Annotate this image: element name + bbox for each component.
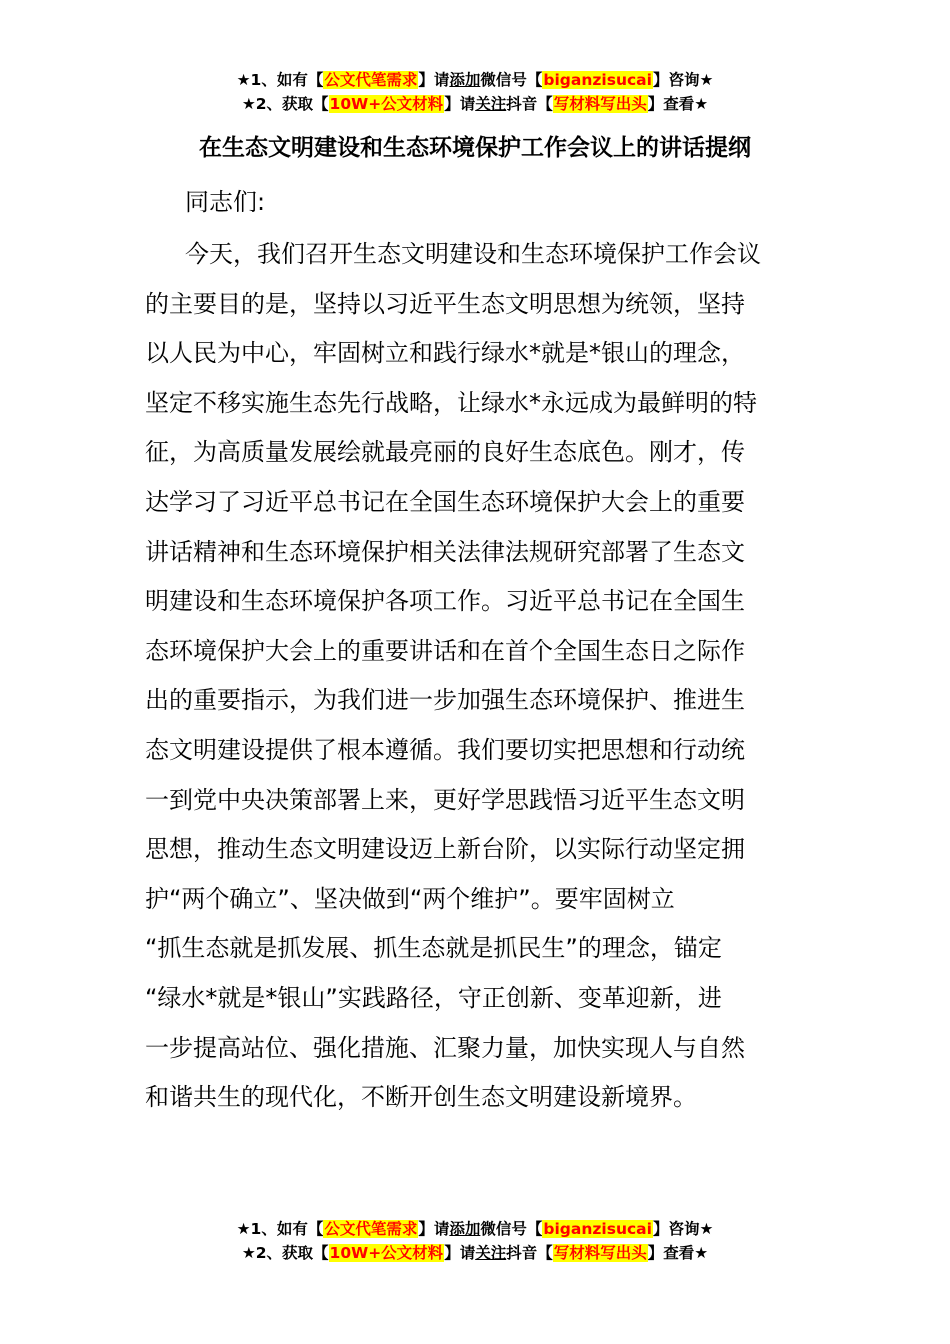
promo-text: ★1、如有【: [236, 71, 324, 89]
promo-line-2: [0, 92, 950, 116]
body-line: 的主要目的是，坚持以习近平生态文明思想为统领，坚持: [145, 289, 745, 318]
promo-header-top: [0, 68, 950, 116]
body-line: 和谐共生的现代化，不断开创生态文明建设新境界。: [145, 1083, 697, 1112]
promo-underlined: 添加: [449, 1220, 481, 1238]
promo-text: 】请: [444, 1244, 476, 1262]
body-line: 明建设和生态环境保护各项工作。习近平总书记在全国生: [145, 587, 745, 616]
promo-highlight: 公文代笔需求: [324, 1220, 418, 1238]
body-line: “绿水*就是*银山”实践路径，守正创新、变革迎新，进: [145, 983, 722, 1012]
promo-text: 】查看★: [647, 1244, 709, 1262]
body-line: 态环境保护大会上的重要讲话和在首个全国生态日之际作: [145, 636, 745, 665]
promo-text: 抖音【: [506, 95, 553, 113]
promo-footer-bottom: [0, 1217, 950, 1265]
body-line: 出的重要指示，为我们进一步加强生态环境保护、推进生: [145, 686, 745, 715]
body-line: 今天，我们召开生态文明建设和生态环境保护工作会议: [185, 240, 761, 268]
promo-wechat-id: biganzisucai: [543, 1220, 652, 1238]
body-line: 一到党中央决策部署上来，更好学思践悟习近平生态文明: [145, 785, 745, 814]
promo-douyin-id: 写材料写出头: [553, 1244, 647, 1262]
promo-text: 】请: [418, 1220, 450, 1238]
promo-underlined: 关注: [475, 95, 507, 113]
promo-text: ★1、如有【: [236, 1220, 324, 1238]
body-line: 以人民为中心，牢固树立和践行绿水*就是*银山的理念，: [145, 339, 745, 368]
body-line: 达学习了习近平总书记在全国生态环境保护大会上的重要: [145, 487, 745, 516]
promo-line-2: [0, 1241, 950, 1265]
promo-line-1: [0, 68, 950, 92]
body-line: 思想，推动生态文明建设迈上新台阶，以实际行动坚定拥: [145, 835, 745, 864]
promo-text: 】请: [418, 71, 450, 89]
promo-text: 】查看★: [647, 95, 709, 113]
body-line: 护“两个确立”、坚决做到“两个维护”。要牢固树立: [145, 884, 675, 913]
promo-underlined: 关注: [475, 1244, 507, 1262]
promo-text: ★2、获取【: [241, 1244, 329, 1262]
body-line: 坚定不移实施生态先行战略，让绿水*永远成为最鲜明的特: [145, 388, 757, 417]
promo-text: 微信号【: [480, 1220, 543, 1238]
promo-highlight: 10W+公文材料: [329, 1244, 444, 1262]
promo-highlight: 10W+公文材料: [329, 95, 444, 113]
body-line: 征，为高质量发展绘就最亮丽的良好生态底色。刚才，传: [145, 438, 745, 467]
promo-highlight: 公文代笔需求: [324, 71, 418, 89]
promo-underlined: 添加: [449, 71, 481, 89]
promo-wechat-id: biganzisucai: [543, 71, 652, 89]
promo-douyin-id: 写材料写出头: [553, 95, 647, 113]
body-line: “抓生态就是抓发展、抓生态就是抓民生”的理念，锚定: [145, 934, 722, 963]
promo-text: 】请: [444, 95, 476, 113]
body-paragraph: [145, 234, 805, 1127]
salutation: 同志们:: [185, 188, 266, 216]
promo-text: ★2、获取【: [241, 95, 329, 113]
body-line: 讲话精神和生态环境保护相关法律法规研究部署了生态文: [145, 537, 745, 566]
promo-text: 抖音【: [506, 1244, 553, 1262]
promo-line-1: [0, 1217, 950, 1241]
body-line: 一步提高站位、强化措施、汇聚力量，加快实现人与自然: [145, 1033, 745, 1062]
document-title: 在生态文明建设和生态环境保护工作会议上的讲话提纲: [199, 135, 751, 161]
body-line: 态文明建设提供了根本遵循。我们要切实把思想和行动统: [145, 735, 745, 764]
promo-text: 微信号【: [480, 71, 543, 89]
promo-text: 】咨询★: [652, 1220, 714, 1238]
promo-text: 】咨询★: [652, 71, 714, 89]
